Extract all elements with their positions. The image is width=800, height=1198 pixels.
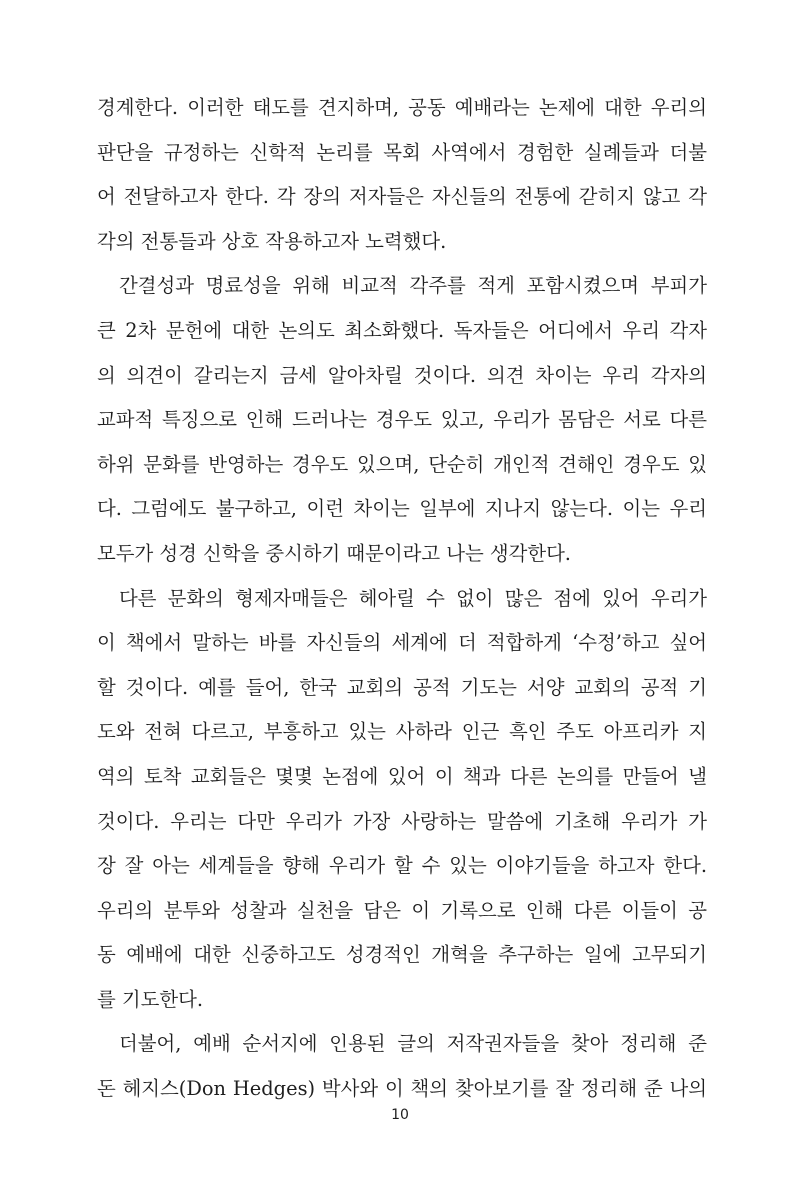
text-line: 것이다. 우리는 다만 우리가 가장 사랑하는 말씀에 기초해 우리가 가 bbox=[97, 809, 707, 833]
text-line: 할 것이다. 예를 들어, 한국 교회의 공적 기도는 서양 교회의 공적 기 bbox=[97, 675, 707, 699]
text-line: 동 예배에 대한 신중하고도 성경적인 개혁을 추구하는 일에 고무되기 bbox=[97, 943, 707, 967]
body-text bbox=[97, 86, 707, 1112]
text-line: 도와 전혀 다르고, 부흥하고 있는 사하라 인근 흑인 주도 아프리카 지 bbox=[97, 720, 707, 744]
text-line: 간결성과 명료성을 위해 비교적 각주를 적게 포함시켰으며 부피가 bbox=[119, 274, 707, 298]
text-line: 역의 토착 교회들은 몇몇 논점에 있어 이 책과 다른 논의를 만들어 낼 bbox=[97, 764, 707, 788]
text-line: 각의 전통들과 상호 작용하고자 노력했다. bbox=[97, 229, 447, 253]
text-line: 다른 문화의 형제자매들은 헤아릴 수 없이 많은 점에 있어 우리가 bbox=[119, 586, 707, 610]
text-line: 경계한다. 이러한 태도를 견지하며, 공동 예배라는 논제에 대한 우리의 bbox=[97, 96, 707, 119]
text-line: 판단을 규정하는 신학적 논리를 목회 사역에서 경험한 실례들과 더불 bbox=[97, 140, 707, 164]
text-line: 하위 문화를 반영하는 경우도 있으며, 단순히 개인적 견해인 경우도 있 bbox=[97, 452, 707, 476]
text-line: 큰 2차 문헌에 대한 논의도 최소화했다. 독자들은 어디에서 우리 각자 bbox=[97, 318, 707, 342]
text-line: 우리의 분투와 성찰과 실천을 담은 이 기록으로 인해 다른 이들이 공 bbox=[97, 898, 707, 922]
text-line: 교파적 특징으로 인해 드러나는 경우도 있고, 우리가 몸담은 서로 다른 bbox=[97, 408, 707, 432]
text-line: 이 책에서 말하는 바를 자신들의 세계에 더 적합하게 ‘수정’하고 싶어 bbox=[97, 631, 707, 655]
text-line: 의 의견이 갈리는지 금세 알아차릴 것이다. 의견 차이는 우리 각자의 bbox=[97, 363, 707, 387]
text-line: 돈 헤지스(Don Hedges) 박사와 이 책의 찾아보기를 잘 정리해 준 나의 bbox=[97, 1077, 707, 1101]
text-line: 장 잘 아는 세계들을 향해 우리가 할 수 있는 이야기들을 하고자 한다. bbox=[97, 854, 707, 878]
text-line: 더불어, 예배 순서지에 인용된 글의 저작권자들을 찾아 정리해 준 bbox=[119, 1032, 707, 1056]
text-line: 를 기도한다. bbox=[97, 987, 203, 1011]
text-line: 어 전달하고자 한다. 각 장의 저자들은 자신들의 전통에 갇히지 않고 각 bbox=[97, 185, 707, 209]
text-line: 다. 그럼에도 불구하고, 이런 차이는 일부에 지나지 않는다. 이는 우리 bbox=[97, 497, 707, 521]
page-number: 10 bbox=[391, 1107, 409, 1123]
text-line: 모두가 성경 신학을 중시하기 때문이라고 나는 생각한다. bbox=[97, 541, 571, 565]
